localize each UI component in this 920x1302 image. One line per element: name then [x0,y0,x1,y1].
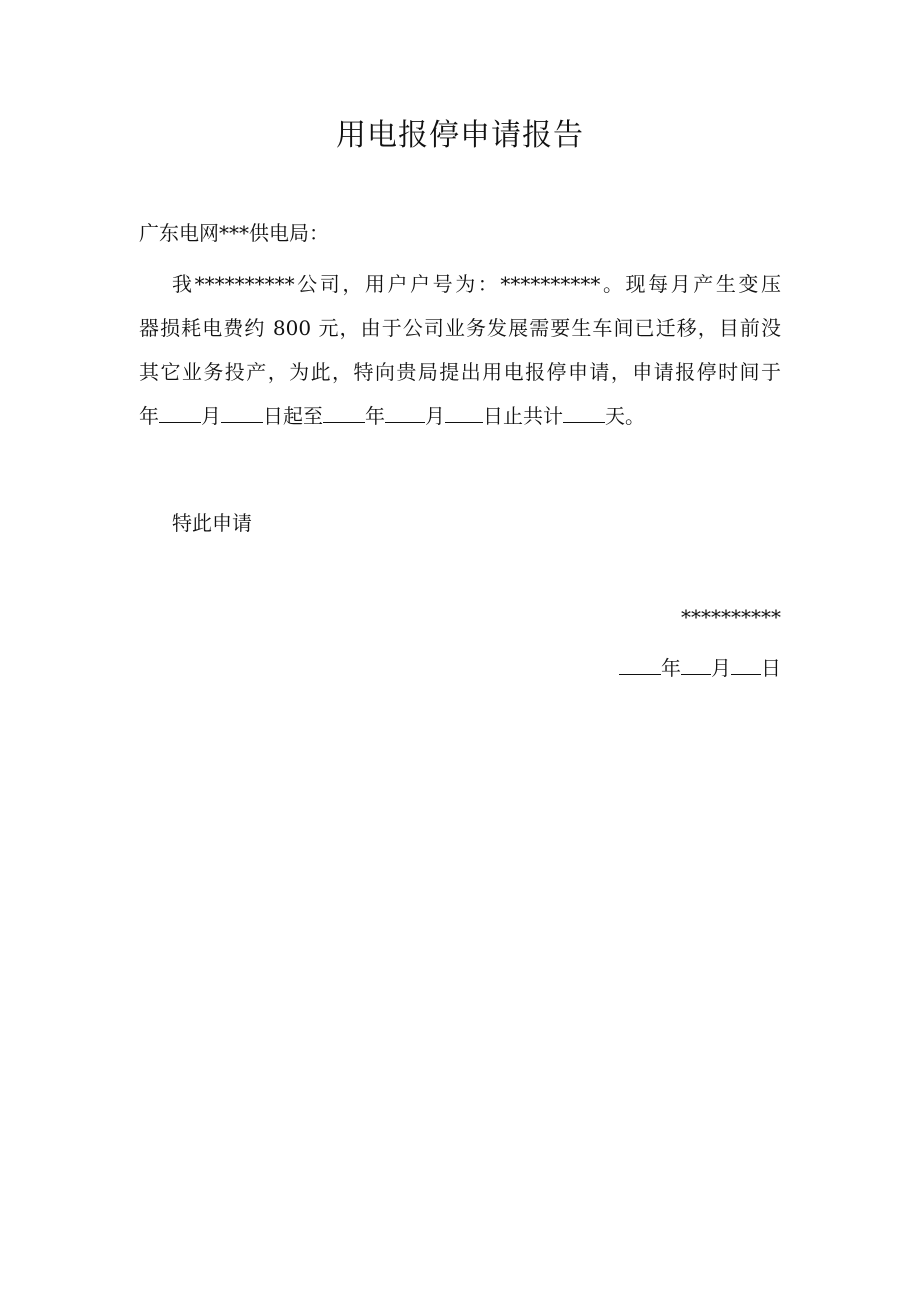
signature-date [619,652,781,683]
blank-end-year[interactable] [323,400,365,423]
period-line [139,394,781,438]
date-month-label: 月 [711,656,731,680]
period-day-from-label: 日起至 [263,404,323,428]
period-month2-label: 月 [425,404,445,428]
period-days-label: 天。 [605,404,645,428]
period-year2-label: 年 [365,404,385,428]
blank-sign-month[interactable] [681,652,711,675]
date-year-label: 年 [661,656,681,680]
blank-end-day[interactable] [445,400,483,423]
blank-sign-day[interactable] [731,652,761,675]
body-line-2: 器损耗电费约 800 元，由于公司业务发展需要生车间已迁移，目前没 [139,316,781,340]
body-paragraph [139,262,781,438]
blank-start-day[interactable] [221,400,263,423]
blank-total-days[interactable] [563,400,605,423]
salutation: 广东电网***供电局： [139,221,329,245]
period-month-label: 月 [201,404,221,428]
period-day-to-label: 日止共计 [483,404,563,428]
closing-text: 特此申请 [172,511,252,535]
date-day-label: 日 [761,656,781,680]
blank-sign-year[interactable] [619,652,661,675]
body-line-3: 其它业务投产，为此，特向贵局提出用电报停申请，申请报停时间于 [139,360,781,384]
period-year-label: 年 [139,404,159,428]
signature: ********** [681,605,781,629]
body-line-1: 我**********公司，用户户号为：**********。现每月产生变压 [172,272,781,296]
blank-end-month[interactable] [385,400,425,423]
document-title: 用电报停申请报告 [336,118,584,153]
blank-start-month[interactable] [159,400,201,423]
